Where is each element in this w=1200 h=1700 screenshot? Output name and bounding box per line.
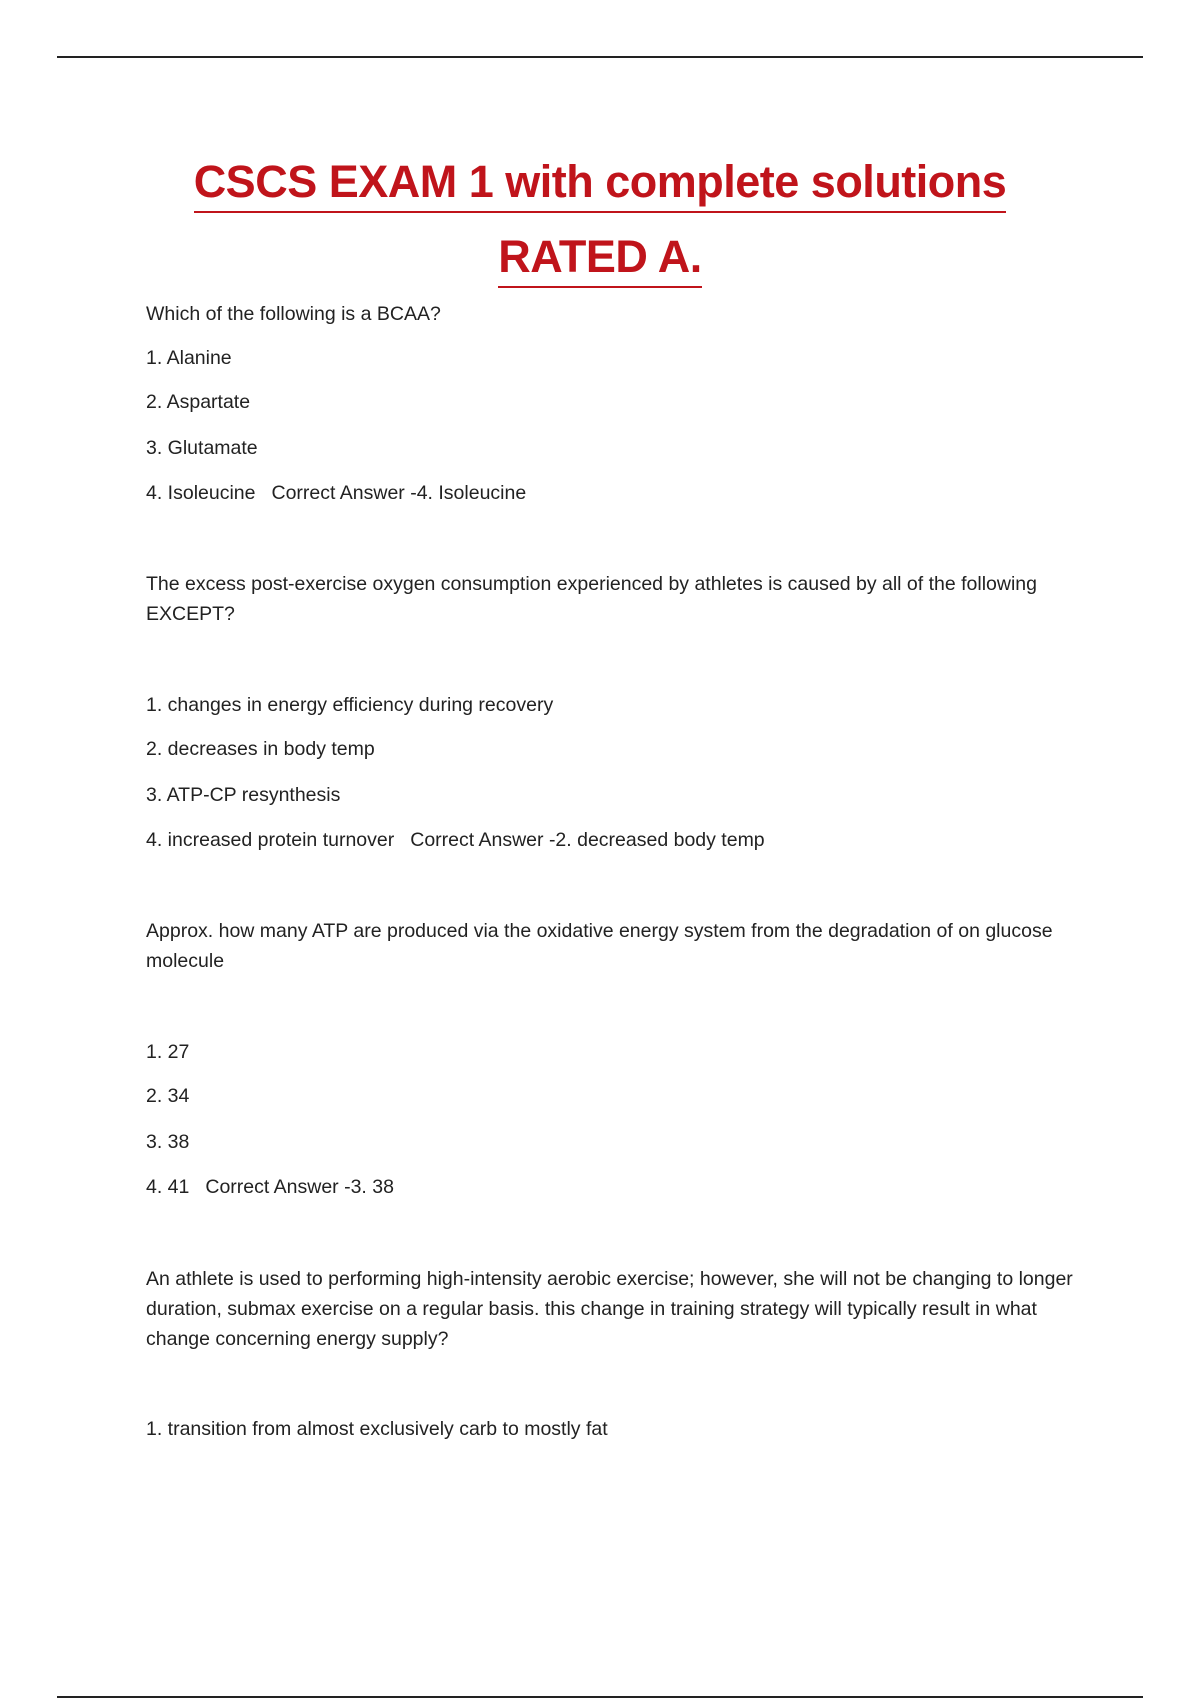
question-2-option-1: 1. changes in energy efficiency during recovery xyxy=(146,694,554,716)
question-2-option-4: 4. increased protein turnover xyxy=(146,829,395,851)
title-line-2: RATED A. xyxy=(498,230,702,288)
question-1-option-4: 4. Isoleucine xyxy=(146,482,256,504)
question-2-prompt: The excess post-exercise oxygen consumption experienced by athletes is caused by all of the following EXCEPT? xyxy=(146,573,1037,625)
question-3-option-2: 2. 34 xyxy=(146,1085,190,1107)
question-3-answer: Correct Answer -3. 38 xyxy=(205,1176,394,1198)
question-2-option-2: 2. decreases in body temp xyxy=(146,738,375,760)
question-2-option-3: 3. ATP-CP resynthesis xyxy=(146,784,341,806)
question-1-option-4-row xyxy=(146,478,526,508)
question-4-prompt: An athlete is used to performing high-intensity aerobic exercise; however, she will not be changing to longer duration, submax exercise on a regular basis. this change in training strategy will typically result in what change concerning energy supply? xyxy=(146,1268,1073,1350)
question-3-option-3: 3. 38 xyxy=(146,1131,190,1153)
question-1-option-2: 2. Aspartate xyxy=(146,391,251,413)
top-rule xyxy=(57,56,1143,58)
question-3-prompt: Approx. how many ATP are produced via the oxidative energy system from the degradation of on glucose molecule xyxy=(146,920,1053,972)
question-3-option-1: 1. 27 xyxy=(146,1041,190,1063)
question-4-option-1: 1. transition from almost exclusively carb to mostly fat xyxy=(146,1418,608,1440)
bottom-rule xyxy=(57,1696,1143,1698)
question-3-option-4: 4. 41 xyxy=(146,1176,190,1198)
question-2-option-4-row xyxy=(146,825,765,855)
title-line-1: CSCS EXAM 1 with complete solutions xyxy=(194,155,1007,213)
question-1-prompt: Which of the following is a BCAA? xyxy=(146,303,441,325)
document-title xyxy=(0,148,1200,298)
question-3-option-4-row xyxy=(146,1172,394,1202)
question-1-option-3: 3. Glutamate xyxy=(146,437,258,459)
question-1-answer: Correct Answer -4. Isoleucine xyxy=(271,482,527,504)
question-2-answer: Correct Answer -2. decreased body temp xyxy=(410,829,765,851)
question-1-option-1: 1. Alanine xyxy=(146,347,232,369)
